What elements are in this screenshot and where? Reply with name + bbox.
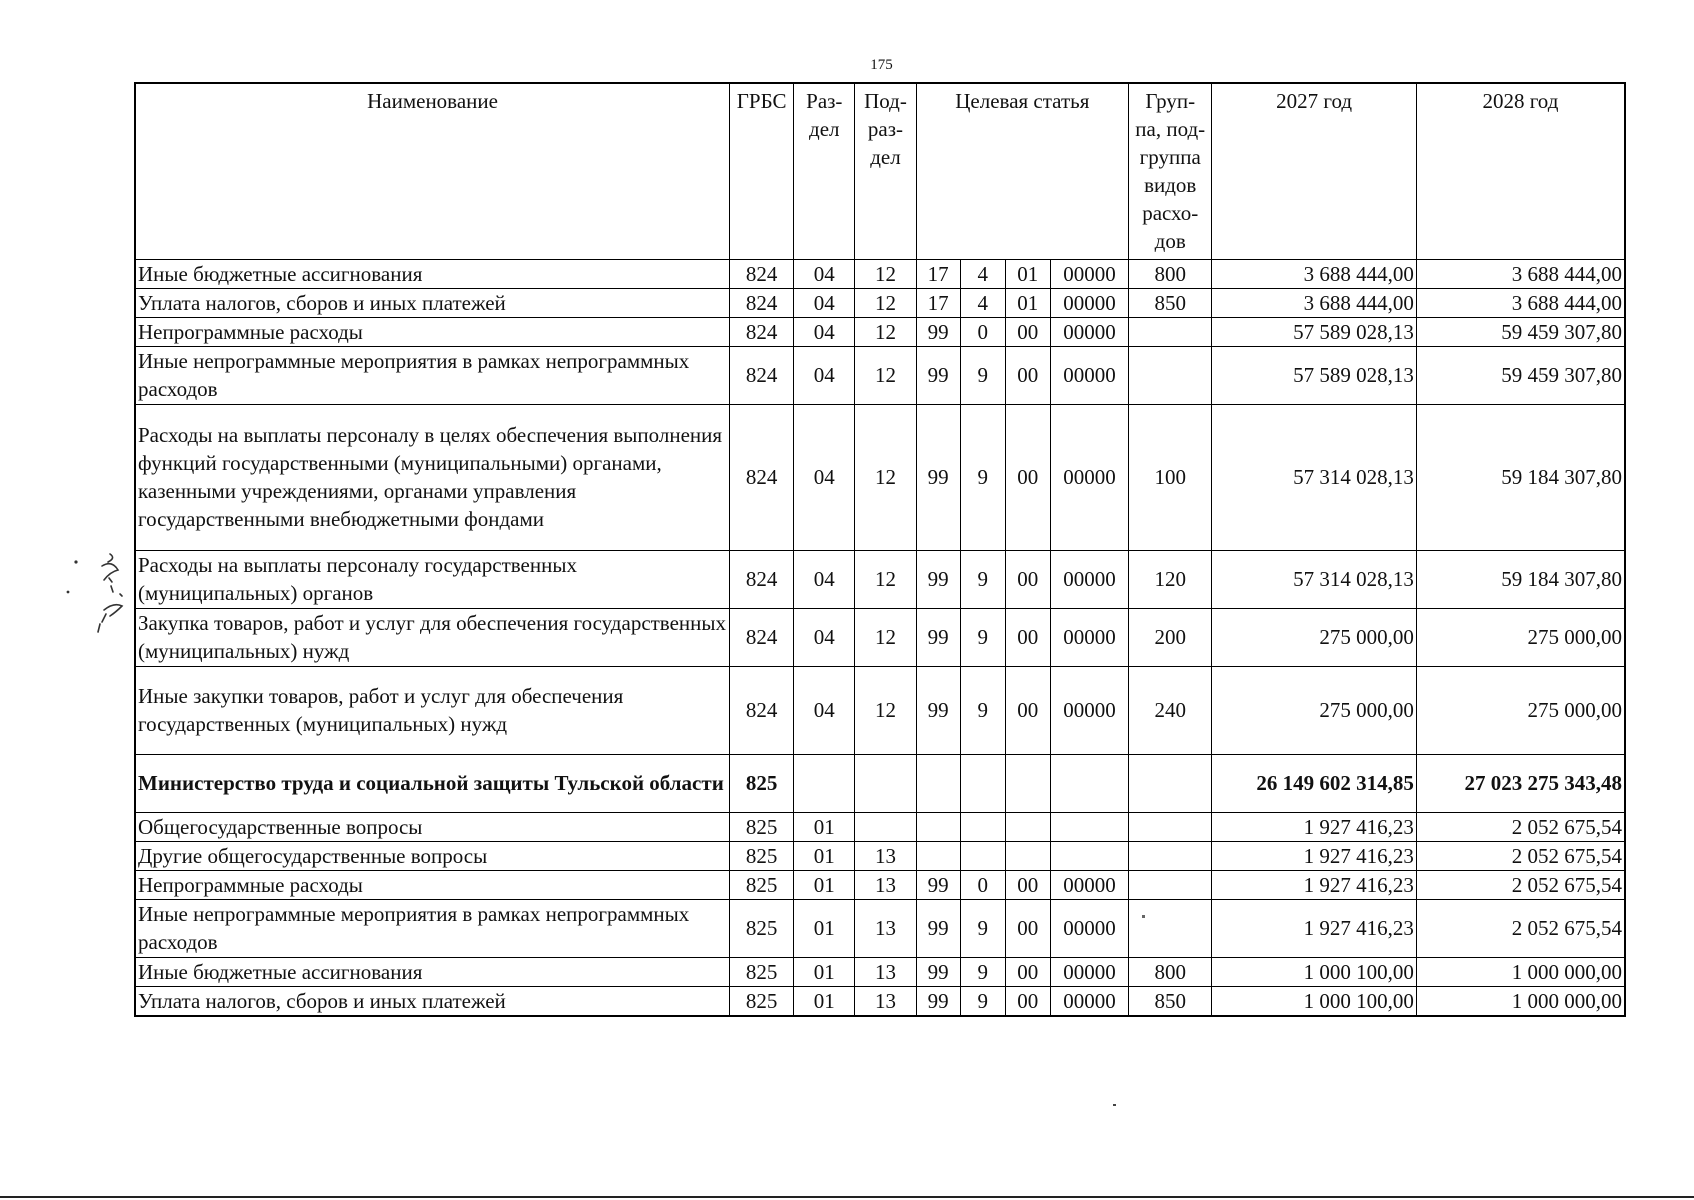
row-amount-2027: 1 927 416,23: [1212, 841, 1417, 870]
row-target-program: 17: [916, 259, 960, 288]
row-name: Другие общегосударственные вопросы: [135, 841, 730, 870]
row-target-direction: 00000: [1050, 259, 1128, 288]
row-amount-2027: 3 688 444,00: [1212, 288, 1417, 317]
row-target-program: [916, 812, 960, 841]
table-row: [135, 288, 1625, 317]
row-podrazdel: 12: [855, 346, 916, 404]
table-row: [135, 608, 1625, 666]
row-expense-group: 120: [1129, 550, 1212, 608]
row-amount-2028: 3 688 444,00: [1416, 259, 1625, 288]
table-row: [135, 957, 1625, 986]
row-target-subprogram: 01: [1005, 259, 1050, 288]
row-podrazdel: 12: [855, 550, 916, 608]
row-grbs: 824: [730, 288, 794, 317]
table-row: [135, 259, 1625, 288]
row-target-program: 99: [916, 346, 960, 404]
row-amount-2028: 27 023 275 343,48: [1416, 754, 1625, 812]
row-name: Уплата налогов, сборов и иных платежей: [135, 986, 730, 1016]
row-target-program: [916, 841, 960, 870]
row-razdel: 04: [794, 346, 855, 404]
row-razdel: 01: [794, 812, 855, 841]
row-amount-2028: 59 459 307,80: [1416, 346, 1625, 404]
row-target-type: 9: [960, 986, 1005, 1016]
row-amount-2028: 2 052 675,54: [1416, 899, 1625, 957]
row-name: Иные непрограммные мероприятия в рамках непрограммных расходов: [135, 899, 730, 957]
row-expense-group: [1129, 346, 1212, 404]
row-amount-2028: 275 000,00: [1416, 608, 1625, 666]
row-amount-2027: 57 589 028,13: [1212, 317, 1417, 346]
row-amount-2027: 57 589 028,13: [1212, 346, 1417, 404]
row-grbs: 824: [730, 608, 794, 666]
row-grbs: 824: [730, 317, 794, 346]
row-amount-2028: 275 000,00: [1416, 666, 1625, 754]
row-target-type: 9: [960, 550, 1005, 608]
row-target-type: 0: [960, 317, 1005, 346]
row-amount-2028: 2 052 675,54: [1416, 870, 1625, 899]
row-target-subprogram: 00: [1005, 550, 1050, 608]
row-target-type: 4: [960, 259, 1005, 288]
row-razdel: 01: [794, 841, 855, 870]
row-target-direction: 00000: [1050, 404, 1128, 550]
row-target-program: 99: [916, 870, 960, 899]
row-target-type: 0: [960, 870, 1005, 899]
table-row: [135, 986, 1625, 1016]
row-amount-2027: 1 927 416,23: [1212, 899, 1417, 957]
row-target-subprogram: 00: [1005, 666, 1050, 754]
row-podrazdel: 13: [855, 986, 916, 1016]
table-row: [135, 550, 1625, 608]
row-amount-2027: 275 000,00: [1212, 666, 1417, 754]
row-expense-group: 800: [1129, 259, 1212, 288]
row-amount-2027: 1 000 100,00: [1212, 957, 1417, 986]
row-target-type: 9: [960, 666, 1005, 754]
budget-table: [134, 82, 1626, 1017]
row-grbs: 824: [730, 346, 794, 404]
row-target-type: 4: [960, 288, 1005, 317]
page-number: 175: [870, 57, 893, 73]
row-name: Иные непрограммные мероприятия в рамках непрограммных расходов: [135, 346, 730, 404]
row-name: Иные закупки товаров, работ и услуг для обеспечения государственных (муниципальных) нужд: [135, 666, 730, 754]
row-razdel: [794, 754, 855, 812]
row-target-program: 99: [916, 608, 960, 666]
row-podrazdel: 12: [855, 259, 916, 288]
row-target-direction: 00000: [1050, 899, 1128, 957]
row-expense-group: 100: [1129, 404, 1212, 550]
table-row: [135, 899, 1625, 957]
row-podrazdel: 13: [855, 899, 916, 957]
row-podrazdel: 13: [855, 870, 916, 899]
row-target-subprogram: 00: [1005, 404, 1050, 550]
row-expense-group: [1129, 754, 1212, 812]
row-target-direction: [1050, 812, 1128, 841]
row-amount-2028: 2 052 675,54: [1416, 841, 1625, 870]
scan-speck: [1113, 1104, 1116, 1106]
row-razdel: 04: [794, 404, 855, 550]
row-expense-group: 240: [1129, 666, 1212, 754]
row-target-type: [960, 841, 1005, 870]
row-grbs: 824: [730, 550, 794, 608]
row-name: Расходы на выплаты персоналу в целях обеспечения выполнения функций государственными (муниципальными) органами, казенными учреждениями, органами управления государственными внебюджетными фондами: [135, 404, 730, 550]
row-target-direction: 00000: [1050, 666, 1128, 754]
row-target-program: 17: [916, 288, 960, 317]
row-target-subprogram: 00: [1005, 608, 1050, 666]
row-podrazdel: [855, 812, 916, 841]
row-amount-2028: 3 688 444,00: [1416, 288, 1625, 317]
row-podrazdel: 12: [855, 317, 916, 346]
row-target-program: 99: [916, 550, 960, 608]
row-razdel: 01: [794, 870, 855, 899]
row-amount-2028: 1 000 000,00: [1416, 957, 1625, 986]
row-expense-group: [1129, 899, 1212, 957]
row-grbs: 825: [730, 870, 794, 899]
row-podrazdel: 12: [855, 608, 916, 666]
row-grbs: 825: [730, 812, 794, 841]
row-expense-group: 850: [1129, 986, 1212, 1016]
row-target-program: [916, 754, 960, 812]
row-amount-2028: 1 000 000,00: [1416, 986, 1625, 1016]
table-body: [135, 259, 1625, 1016]
row-name: Расходы на выплаты персоналу государственных (муниципальных) органов: [135, 550, 730, 608]
row-amount-2028: 59 184 307,80: [1416, 404, 1625, 550]
row-expense-group: 200: [1129, 608, 1212, 666]
row-razdel: 04: [794, 259, 855, 288]
row-expense-group: [1129, 870, 1212, 899]
row-target-subprogram: [1005, 812, 1050, 841]
row-name: Закупка товаров, работ и услуг для обеспечения государственных (муниципальных) нужд: [135, 608, 730, 666]
row-razdel: 01: [794, 899, 855, 957]
row-name: Уплата налогов, сборов и иных платежей: [135, 288, 730, 317]
row-grbs: 825: [730, 841, 794, 870]
row-target-type: 9: [960, 346, 1005, 404]
row-expense-group: [1129, 841, 1212, 870]
row-target-subprogram: [1005, 754, 1050, 812]
row-amount-2027: 1 927 416,23: [1212, 870, 1417, 899]
table-row: [135, 404, 1625, 550]
header-expense-group: Груп- па, под- группа видов расхо- дов: [1129, 83, 1212, 259]
row-target-direction: 00000: [1050, 870, 1128, 899]
row-name: Непрограммные расходы: [135, 317, 730, 346]
row-amount-2028: 59 184 307,80: [1416, 550, 1625, 608]
row-target-type: 9: [960, 404, 1005, 550]
row-amount-2027: 57 314 028,13: [1212, 550, 1417, 608]
page-bottom-rule: [0, 1196, 1694, 1198]
row-target-direction: 00000: [1050, 986, 1128, 1016]
row-target-subprogram: 00: [1005, 346, 1050, 404]
row-expense-group: 800: [1129, 957, 1212, 986]
row-grbs: 825: [730, 754, 794, 812]
row-target-subprogram: 00: [1005, 986, 1050, 1016]
row-amount-2027: 26 149 602 314,85: [1212, 754, 1417, 812]
row-name: Общегосударственные вопросы: [135, 812, 730, 841]
row-amount-2027: 57 314 028,13: [1212, 404, 1417, 550]
row-name: Иные бюджетные ассигнования: [135, 259, 730, 288]
row-razdel: 04: [794, 550, 855, 608]
row-amount-2028: 59 459 307,80: [1416, 317, 1625, 346]
row-target-direction: 00000: [1050, 288, 1128, 317]
table-row: [135, 346, 1625, 404]
row-target-subprogram: 00: [1005, 899, 1050, 957]
row-podrazdel: 13: [855, 957, 916, 986]
row-target-subprogram: 01: [1005, 288, 1050, 317]
header-target-article: Целевая статья: [916, 83, 1129, 259]
row-amount-2027: 3 688 444,00: [1212, 259, 1417, 288]
table-row: [135, 754, 1625, 812]
row-target-program: 99: [916, 404, 960, 550]
row-target-subprogram: 00: [1005, 957, 1050, 986]
header-year-2028: 2028 год: [1416, 83, 1625, 259]
row-podrazdel: 13: [855, 841, 916, 870]
row-target-direction: 00000: [1050, 550, 1128, 608]
row-name: Иные бюджетные ассигнования: [135, 957, 730, 986]
row-target-subprogram: 00: [1005, 870, 1050, 899]
row-amount-2027: 1 000 100,00: [1212, 986, 1417, 1016]
header-year-2027: 2027 год: [1212, 83, 1417, 259]
row-razdel: 04: [794, 608, 855, 666]
row-grbs: 825: [730, 986, 794, 1016]
header-grbs: ГРБС: [730, 83, 794, 259]
table-row: [135, 317, 1625, 346]
row-target-type: 9: [960, 899, 1005, 957]
row-name: Непрограммные расходы: [135, 870, 730, 899]
row-target-direction: 00000: [1050, 346, 1128, 404]
row-amount-2028: 2 052 675,54: [1416, 812, 1625, 841]
row-grbs: 824: [730, 666, 794, 754]
table-row: [135, 841, 1625, 870]
row-target-direction: [1050, 841, 1128, 870]
row-target-program: 99: [916, 317, 960, 346]
row-amount-2027: 275 000,00: [1212, 608, 1417, 666]
row-razdel: 04: [794, 666, 855, 754]
row-target-program: 99: [916, 899, 960, 957]
row-expense-group: 850: [1129, 288, 1212, 317]
table-row: [135, 812, 1625, 841]
row-razdel: 01: [794, 986, 855, 1016]
row-grbs: 824: [730, 404, 794, 550]
header-name: Наименование: [135, 83, 730, 259]
row-target-program: 99: [916, 957, 960, 986]
row-name: Министерство труда и социальной защиты Тульской области: [135, 754, 730, 812]
row-expense-group: [1129, 317, 1212, 346]
row-grbs: 824: [730, 259, 794, 288]
row-target-type: 9: [960, 608, 1005, 666]
row-grbs: 825: [730, 899, 794, 957]
row-target-direction: 00000: [1050, 957, 1128, 986]
row-podrazdel: 12: [855, 404, 916, 550]
header-podrazdel: Под- раз- дел: [855, 83, 916, 259]
row-razdel: 04: [794, 288, 855, 317]
row-target-type: [960, 754, 1005, 812]
row-podrazdel: [855, 754, 916, 812]
header-razdel: Раз- дел: [794, 83, 855, 259]
table-row: [135, 870, 1625, 899]
row-target-program: 99: [916, 986, 960, 1016]
row-target-subprogram: [1005, 841, 1050, 870]
row-amount-2027: 1 927 416,23: [1212, 812, 1417, 841]
row-podrazdel: 12: [855, 666, 916, 754]
row-target-type: [960, 812, 1005, 841]
handwritten-margin-mark: [62, 548, 132, 648]
row-target-program: 99: [916, 666, 960, 754]
row-podrazdel: 12: [855, 288, 916, 317]
row-razdel: 01: [794, 957, 855, 986]
row-grbs: 825: [730, 957, 794, 986]
row-target-type: 9: [960, 957, 1005, 986]
table-header: [135, 83, 1625, 259]
row-razdel: 04: [794, 317, 855, 346]
table-row: [135, 666, 1625, 754]
row-target-direction: 00000: [1050, 608, 1128, 666]
row-expense-group: [1129, 812, 1212, 841]
row-target-direction: [1050, 754, 1128, 812]
row-target-direction: 00000: [1050, 317, 1128, 346]
row-target-subprogram: 00: [1005, 317, 1050, 346]
